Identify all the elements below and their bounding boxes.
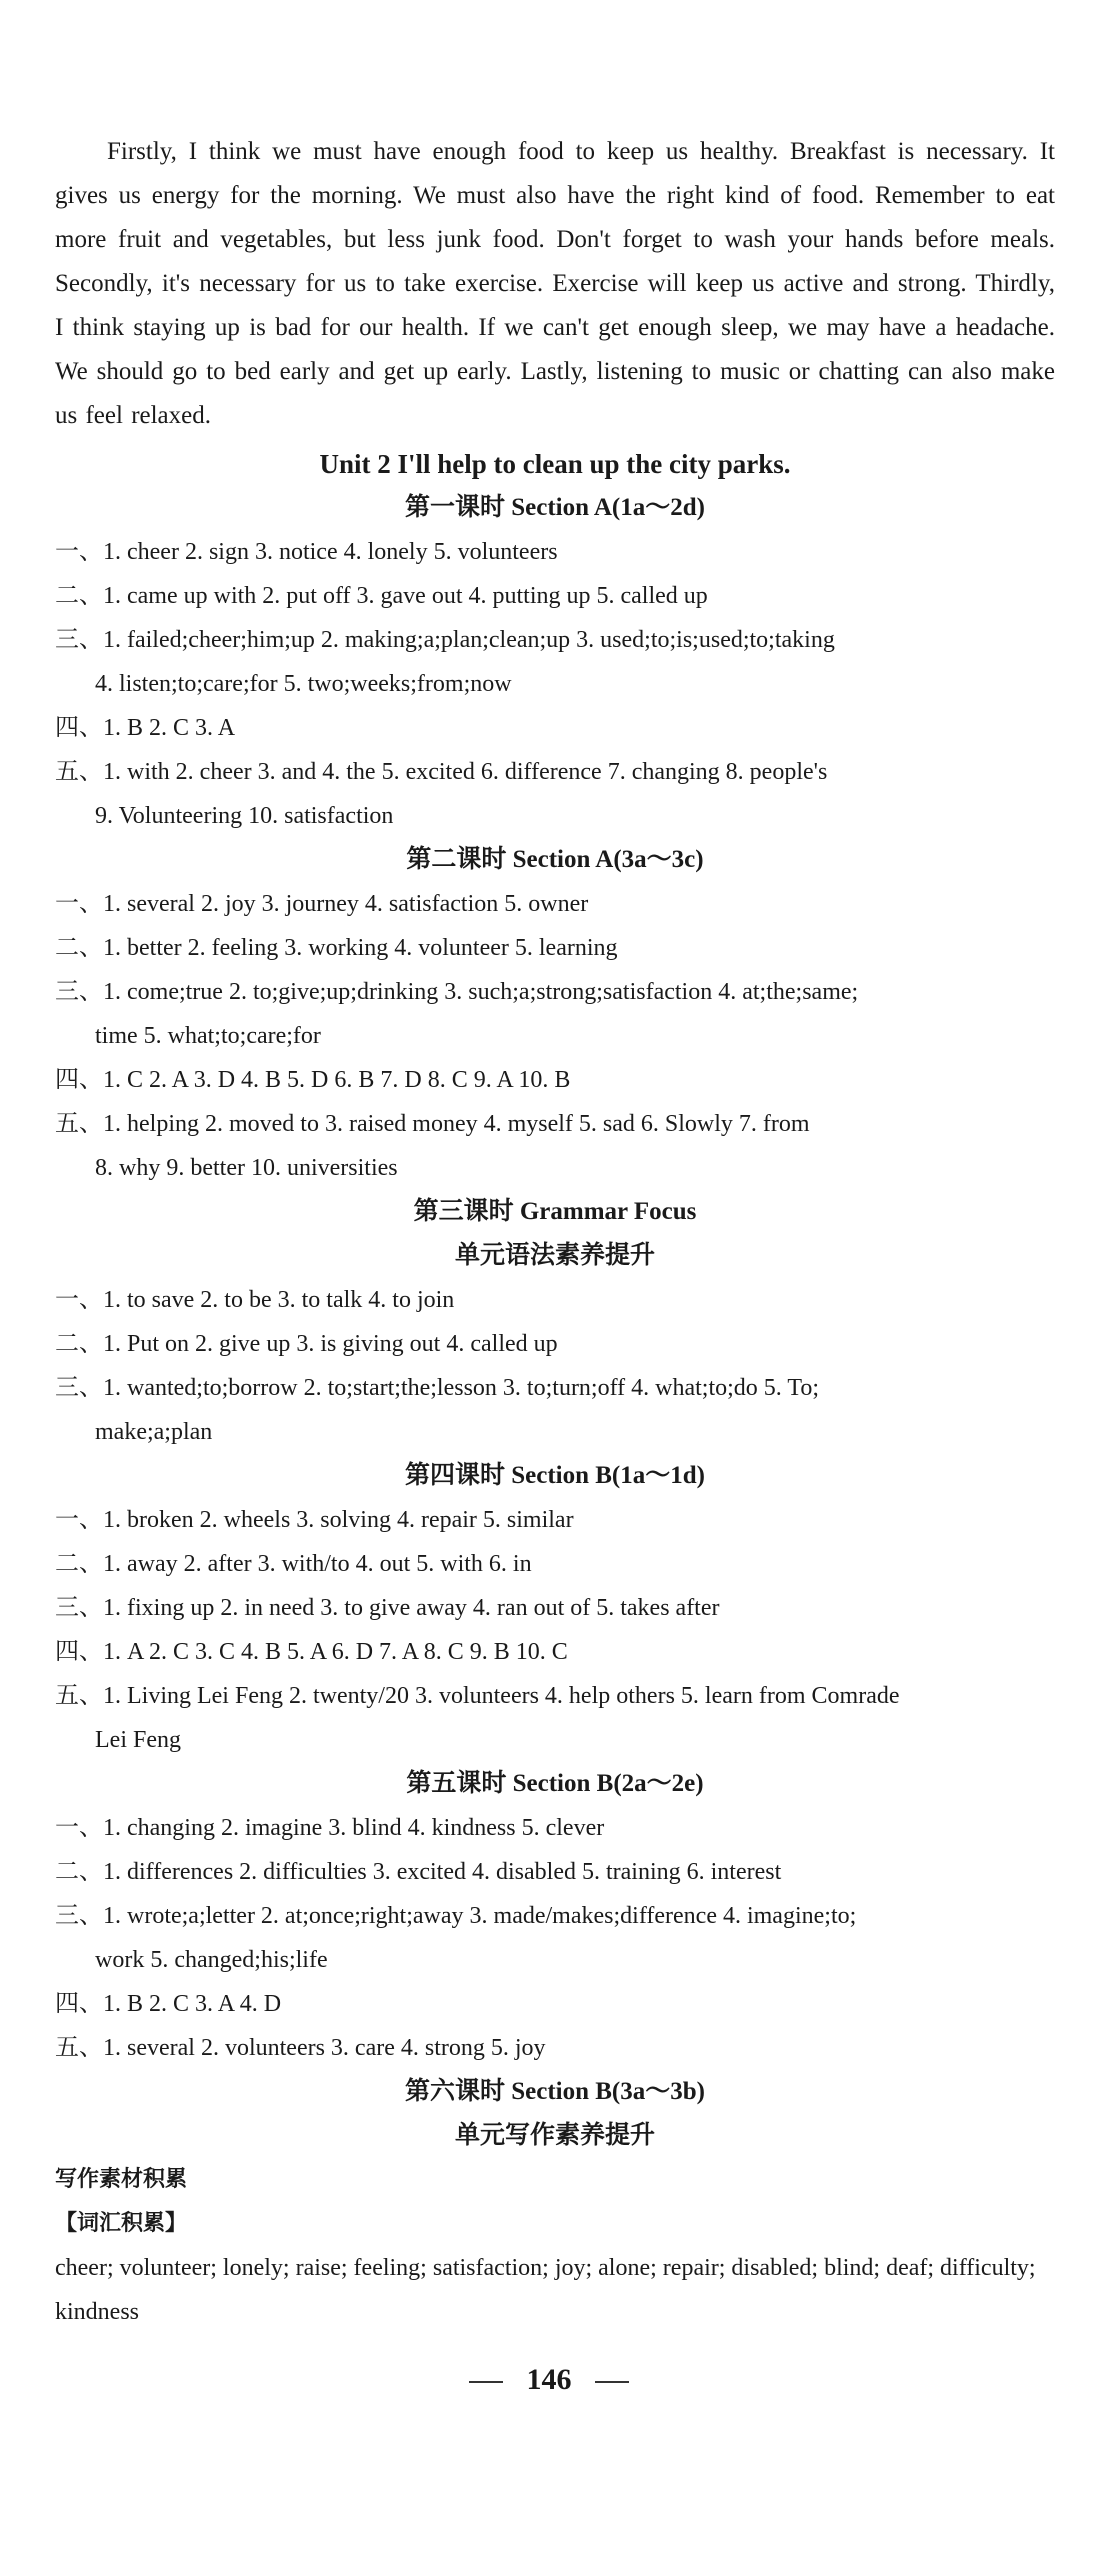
answer-line: 三、1. failed;cheer;him;up 2. making;a;plan;clean;up 3. used;to;is;used;to;taking: [55, 627, 835, 653]
lesson-title: 第一课时 Section A(1a～2d): [404, 494, 705, 521]
answer-line: 二、1. came up with 2. put off 3. gave out 4. putting up 5. called up: [55, 583, 708, 609]
answer-line: 一、1. several 2. joy 3. journey 4. satisfaction 5. owner: [55, 891, 589, 917]
lesson-subtitle: 单元写作素养提升: [454, 2122, 655, 2149]
answer-line: 四、1. C 2. A 3. D 4. B 5. D 6. B 7. D 8. C 9. A 10. B: [55, 1067, 571, 1093]
answer-line: 一、1. changing 2. imagine 3. blind 4. kindness 5. clever: [55, 1815, 605, 1841]
lesson-title: 第六课时 Section B(3a～3b): [404, 2078, 705, 2105]
answer-line: 五、1. with 2. cheer 3. and 4. the 5. excited 6. difference 7. changing 8. people's: [55, 759, 828, 785]
answer-line: 三、1. fixing up 2. in need 3. to give away 4. ran out of 5. takes after: [55, 1595, 720, 1621]
lesson-title: 第三课时 Grammar Focus: [413, 1198, 697, 1225]
answer-line: 4. listen;to;care;for 5. two;weeks;from;now: [95, 671, 512, 697]
answer-line: 一、1. cheer 2. sign 3. notice 4. lonely 5. volunteers: [55, 539, 558, 565]
vocab-text: cheer; volunteer; lonely; raise; feeling; satisfaction; joy; alone; repair; disabled; blind; deaf; difficulty; kindness: [55, 2255, 1036, 2325]
page-number-value: 146: [526, 2363, 572, 2396]
answer-line: 五、1. helping 2. moved to 3. raised money 4. myself 5. sad 6. Slowly 7. from: [55, 1111, 810, 1137]
answer-line: 二、1. better 2. feeling 3. working 4. volunteer 5. learning: [55, 935, 618, 961]
answer-line: 五、1. several 2. volunteers 3. care 4. strong 5. joy: [55, 2035, 546, 2061]
lesson-title: 第五课时 Section B(2a～2e): [406, 1770, 704, 1797]
lesson-title: 第四课时 Section B(1a～1d): [404, 1462, 705, 1489]
page-number-dash-left: [469, 2381, 503, 2383]
answer-line: 五、1. Living Lei Feng 2. twenty/20 3. volunteers 4. help others 5. learn from Comrade: [55, 1683, 900, 1709]
answer-line: work 5. changed;his;life: [95, 1947, 328, 1973]
writing-heading: 写作素材积累: [55, 2167, 188, 2192]
answer-line: 四、1. A 2. C 3. C 4. B 5. A 6. D 7. A 8. C 9. B 10. C: [55, 1639, 568, 1665]
essay-paragraph: Firstly, I think we must have enough food to keep us healthy. Breakfast is necessary. It gives us energy for the morning. We must also have the right kind of food. Remember to eat more fruit and vegetables, but less junk food. Don't forget to wash your hands before meals. Secondly, it's necessary for us to take exercise. Exercise will keep us active and strong. Thirdly, I think staying up is bad for our health. If we can't get enough sleep, we may have a headache. We should go to bed early and get up early. Lastly, listening to music or chatting can also make us feel relaxed.: [55, 138, 1055, 429]
answer-line: 三、1. wrote;a;letter 2. at;once;right;away 3. made/makes;difference 4. imagine;to;: [55, 1903, 857, 1929]
answer-line: make;a;plan: [95, 1419, 213, 1445]
answer-line: 四、1. B 2. C 3. A: [55, 715, 236, 741]
unit-title: Unit 2 I'll help to clean up the city parks.: [319, 449, 791, 479]
answer-line: 四、1. B 2. C 3. A 4. D: [55, 1991, 282, 2017]
answer-line: 三、1. come;true 2. to;give;up;drinking 3. such;a;strong;satisfaction 4. at;the;same;: [55, 979, 859, 1005]
page-number: [0, 2360, 1098, 2400]
lesson-subtitle: 单元语法素养提升: [454, 1242, 655, 1269]
answer-line: 二、1. differences 2. difficulties 3. excited 4. disabled 5. training 6. interest: [55, 1859, 782, 1885]
answer-line: 三、1. wanted;to;borrow 2. to;start;the;lesson 3. to;turn;off 4. what;to;do 5. To;: [55, 1375, 820, 1401]
vocab-heading: 【词汇积累】: [55, 2211, 188, 2236]
answer-line: 一、1. broken 2. wheels 3. solving 4. repair 5. similar: [55, 1507, 574, 1533]
answer-line: 8. why 9. better 10. universities: [95, 1155, 398, 1181]
answer-line: 9. Volunteering 10. satisfaction: [95, 803, 394, 829]
answer-line: 一、1. to save 2. to be 3. to talk 4. to join: [55, 1287, 455, 1313]
lesson-title: 第二课时 Section A(3a～3c): [406, 846, 704, 873]
answer-line: 二、1. Put on 2. give up 3. is giving out 4. called up: [55, 1331, 558, 1357]
answer-page: [55, 130, 1055, 2334]
lessons-container: [55, 486, 1055, 2158]
answer-line: 二、1. away 2. after 3. with/to 4. out 5. with 6. in: [55, 1551, 532, 1577]
page-number-dash-right: [595, 2381, 629, 2383]
answer-line: time 5. what;to;care;for: [95, 1023, 321, 1049]
answer-line: Lei Feng: [95, 1727, 181, 1753]
